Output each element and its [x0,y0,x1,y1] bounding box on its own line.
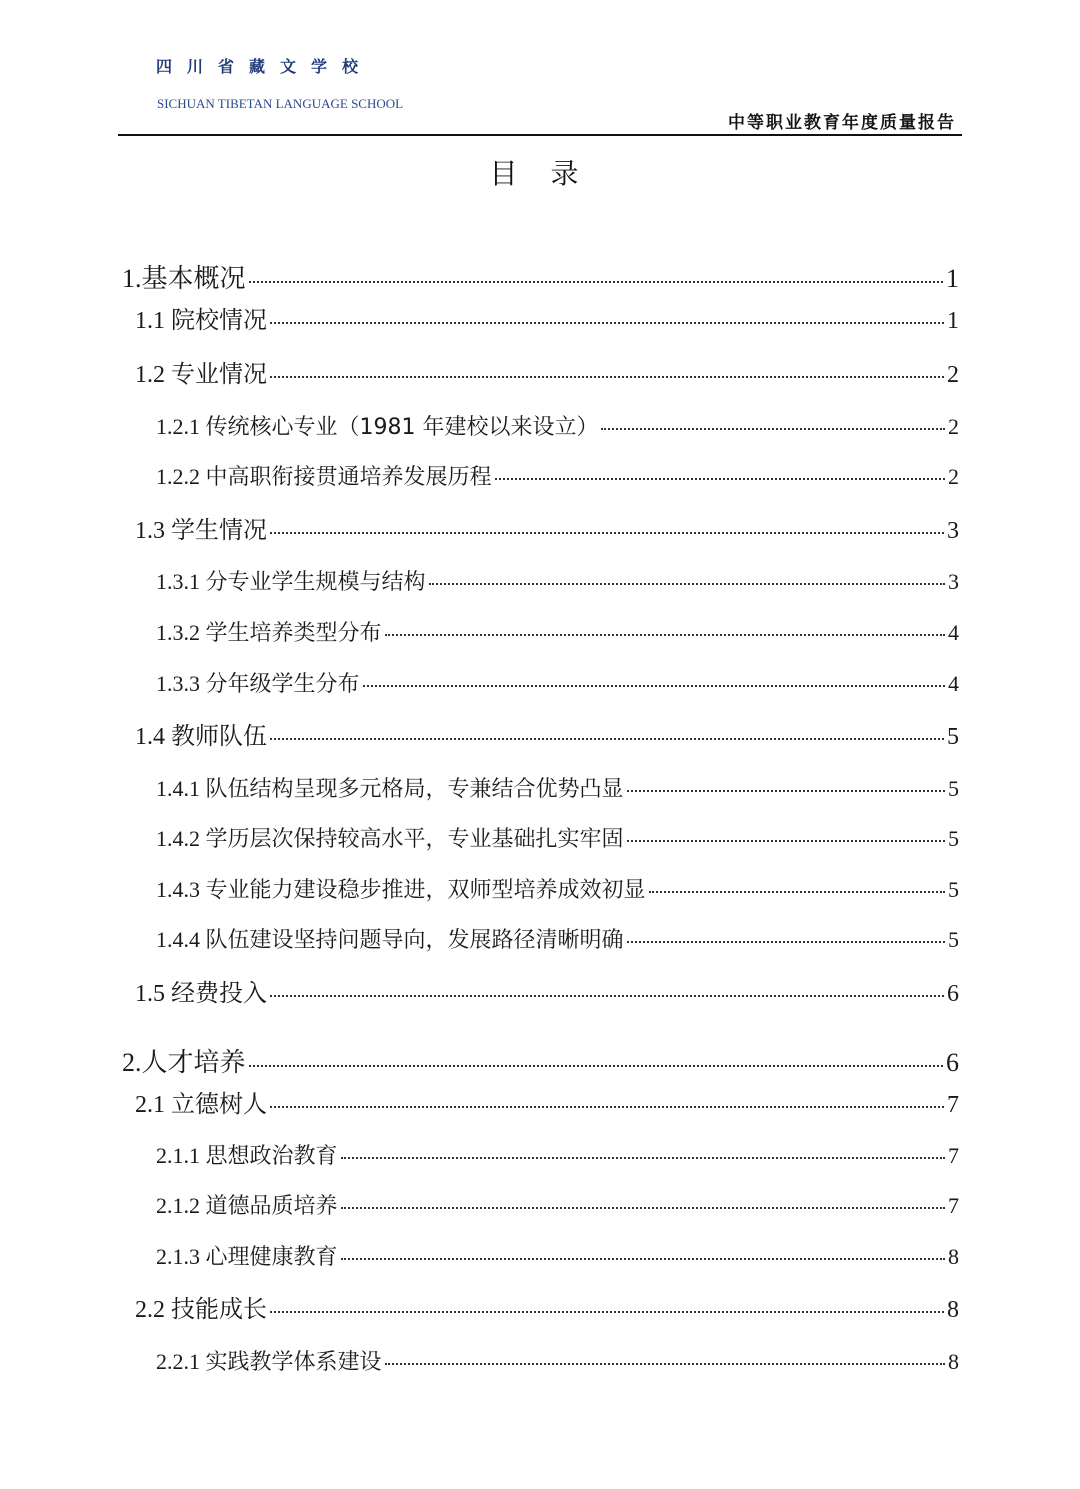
dot-leader [270,738,944,740]
toc-number: 2.2.1 [156,1349,206,1374]
toc-page-number: 1 [946,264,959,293]
toc-entry[interactable] [135,981,959,1006]
school-name-cn: 四川省藏文学校 [156,57,374,76]
dot-leader [385,634,945,636]
toc-title: 人才培养 [141,1048,246,1078]
toc-title: 技能成长 [171,1295,267,1323]
toc-title: 传统核心专业（1981 年建校以来设立） [205,415,599,440]
toc-page-number: 5 [947,724,959,750]
toc-page-number: 3 [948,569,959,594]
toc-number: 1.4.1 [156,776,206,801]
toc-page-number: 1 [947,308,959,334]
toc-number: 2.1.1 [156,1143,206,1168]
dot-leader [627,790,945,792]
toc-title: 心理健康教育 [205,1245,338,1270]
dot-leader [649,891,945,893]
toc-entry[interactable] [156,571,959,594]
toc-number: 1.3.3 [156,671,206,696]
toc-entry[interactable] [156,929,959,952]
toc-number: 1.3 [135,518,171,544]
toc-number: 1.4.2 [156,826,206,851]
toc-title: 学生培养类型分布 [205,621,382,646]
toc-title: 学生情况 [171,516,267,544]
toc-entry[interactable] [156,828,959,851]
dot-leader [429,583,945,585]
toc-entry[interactable] [156,1195,959,1218]
toc-title: 分年级学生分布 [205,672,360,697]
toc-title: 经费投入 [171,979,267,1007]
toc-entry[interactable] [156,1246,959,1269]
toc-title: 实践教学体系建设 [205,1350,382,1375]
toc-page-number: 4 [948,671,959,696]
toc-entry[interactable] [135,362,959,387]
toc-entry[interactable] [122,266,959,292]
toc-entry[interactable] [156,879,959,902]
dot-leader [270,532,944,534]
dot-leader [249,1065,943,1067]
toc-title: 教师队伍 [171,722,267,750]
toc-title: 学历层次保持较高水平，专业基础扎实牢固 [205,827,624,852]
toc-page-number: 6 [946,1048,959,1077]
dot-leader [270,322,944,324]
toc-number: 1.1 [135,308,171,334]
dot-leader [341,1157,945,1159]
toc-entry[interactable] [156,778,959,801]
school-name-en: SICHUAN TIBETAN LANGUAGE SCHOOL [157,96,404,111]
toc-entry[interactable] [156,1351,959,1374]
toc-title: 专业能力建设稳步推进，双师型培养成效初显 [205,878,646,903]
toc-number: 2.1.2 [156,1193,206,1218]
dot-leader [270,376,944,378]
toc-number: 1.4.3 [156,877,206,902]
toc-number: 1.4.4 [156,927,206,952]
toc-title: 分专业学生规模与结构 [205,570,426,595]
toc-title: 立德树人 [171,1090,267,1118]
dot-leader [495,478,945,480]
toc-page-number: 8 [948,1244,959,1269]
dot-leader [627,941,945,943]
toc-number: 1.5 [135,981,171,1007]
toc-page-number: 2 [948,414,959,439]
toc-page-number: 4 [948,620,959,645]
toc-page-number: 5 [948,826,959,851]
toc-number: 1.4 [135,724,171,750]
toc-entry[interactable] [156,466,959,489]
toc-entry[interactable] [135,1297,959,1322]
toc-number: 2.1.3 [156,1244,206,1269]
toc-entry[interactable] [156,622,959,645]
toc-number: 2.2 [135,1297,171,1323]
toc-entry[interactable] [156,416,959,439]
toc-number: 2. [122,1048,142,1077]
toc-page-number: 2 [948,464,959,489]
dot-leader [270,1311,944,1313]
toc-page-number: 3 [947,518,959,544]
toc-number: 1.2.2 [156,464,206,489]
toc-title: 院校情况 [171,306,267,334]
toc-title: 队伍建设坚持问题导向，发展路径清晰明确 [205,928,624,953]
toc-page-number: 8 [948,1349,959,1374]
toc-page-number: 5 [948,776,959,801]
toc-entry[interactable] [135,518,959,543]
toc-title: 队伍结构呈现多元格局，专兼结合优势凸显 [205,777,624,802]
toc-page-number: 5 [948,877,959,902]
toc-entry[interactable] [135,724,959,749]
toc-title: 基本概况 [141,264,246,294]
toc-page-number: 2 [947,362,959,388]
toc-entry[interactable] [156,1145,959,1168]
toc-page-number: 8 [947,1297,959,1323]
toc-page-number: 7 [948,1193,959,1218]
toc-page-number: 5 [948,927,959,952]
toc-number: 2.1 [135,1092,171,1118]
toc-number: 1.3.1 [156,569,206,594]
toc-entry[interactable] [135,1092,959,1117]
toc-number: 1.2.1 [156,414,206,439]
toc-number: 1.2 [135,362,171,388]
toc-title: 思想政治教育 [205,1144,338,1169]
toc-page-number: 7 [948,1143,959,1168]
dot-leader [385,1363,945,1365]
page-heading: 目 录 [489,157,591,190]
toc-entry[interactable] [122,1050,959,1076]
report-title: 中等职业教育年度质量报告 [728,113,956,133]
dot-leader [270,1106,944,1108]
dot-leader [363,685,945,687]
dot-leader [601,428,945,430]
toc-title: 专业情况 [171,360,267,388]
toc-page-number: 6 [947,981,959,1007]
toc-number: 1.3.2 [156,620,206,645]
toc-number: 1. [122,264,142,293]
dot-leader [249,281,943,283]
dot-leader [270,995,944,997]
toc-title: 道德品质培养 [205,1194,338,1219]
toc-page-number: 7 [947,1092,959,1118]
toc-entry[interactable] [135,308,959,333]
toc-entry[interactable] [156,673,959,696]
toc-title: 中高职衔接贯通培养发展历程 [205,465,492,490]
dot-leader [627,840,945,842]
dot-leader [341,1258,945,1260]
dot-leader [341,1207,945,1209]
